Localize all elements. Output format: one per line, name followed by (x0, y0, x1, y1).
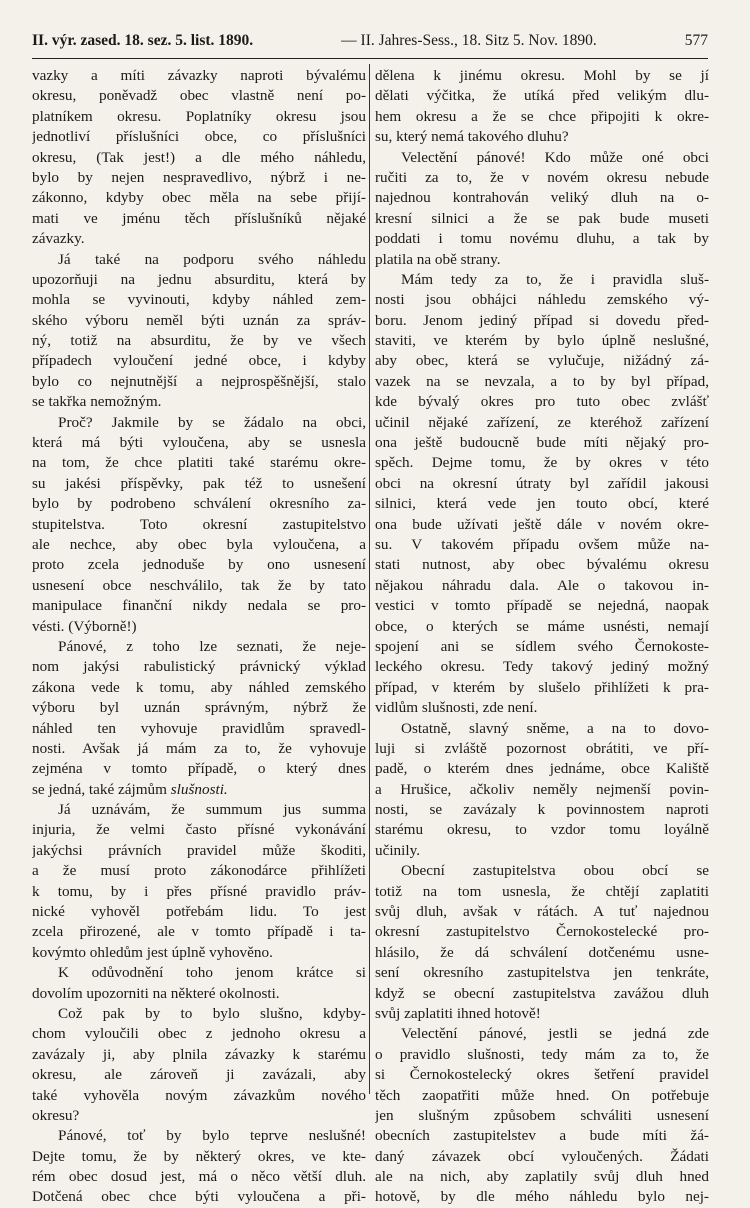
text-line: Obecní zastupitelstva obou obcí se (401, 862, 709, 880)
text-line: Mám tedy za to, že i pravidla sluš- (401, 270, 709, 288)
text-line: když se obecní zastupitelstva zavážou dluh (375, 984, 709, 1002)
text-line: si Černokostelecký okres šetření pravidel (375, 1066, 709, 1084)
text-line: vazky a míti závazky naproti bývalému (32, 67, 366, 84)
text-line: bylo by podrobeno schválení okresního za- (32, 495, 366, 513)
text-line: padě, o kterém dnes jednáme, obce Kaliště (375, 760, 709, 778)
text-line: usnesení obce neschválilo, tak že by tato (32, 576, 366, 594)
text-line: najednou kontrahován veliký dluh na o- (375, 189, 709, 207)
text-line: hem okresu a že se chce připojiti k okre- (375, 107, 709, 125)
text-line: spěch. Dejme tomu, že by okres v této (375, 454, 709, 472)
text-line: mati ve jménu těch příslušníků nějaké (32, 209, 366, 227)
text-line: nosti, se zavázaly k povinnostem naproti (375, 801, 709, 819)
text-line: totiž na tom usnesla, že chtějí zaplatiti (375, 882, 709, 900)
text-line: která má býti vyloučena, aby se usnesla (32, 434, 366, 452)
text-line: su jakési příspěvky, pak též to usnešení (32, 474, 366, 492)
text-line: upozorňuji na jednu absurditu, která by (32, 270, 366, 288)
text-line: svůj dluh, avšak v rátách. A tuť najednou (375, 903, 709, 921)
text-line: ského výboru neměl býti uznán za správ- (32, 311, 366, 329)
text-line: kovýmto ohledům jest úplně vyhověno. (32, 943, 273, 961)
text-line: sení okresního zastupitelstva jen tenkráte, (375, 964, 709, 982)
text-line: svůj zaplatiti ihned hotově! (375, 1004, 541, 1022)
text-line: kresní silnici a že se pak bude museti (375, 209, 709, 227)
text-line: dovolím upozorniti na některé okolnosti. (32, 984, 280, 1002)
text-line: nosti. Avšak já mám za to, že vyhovuje (32, 739, 366, 757)
text-line: obce, o kterých se máme usnésti, nemají (375, 617, 709, 635)
right-text-column (375, 66, 709, 1208)
text-line: vésti. (Výborně!) (32, 617, 137, 635)
header-session-czech: II. výr. zased. 18. sez. 5. list. 1890. (32, 32, 254, 49)
text-line: a že musí proto zákonodárce přihlížeti (32, 862, 366, 880)
text-line: dělena k jinému okresu. Mohl by se jí (375, 67, 709, 84)
text-line: Dotčená obec chce býti vyloučena a při- (32, 1188, 366, 1206)
text-line: se jedná, také zájmům slušnosti. (32, 780, 228, 798)
text-line: nějakou náhradu dala. Ale o takovou in- (375, 576, 709, 594)
text-line: zejména v tomto případě, o který dnes (32, 760, 366, 778)
text-line: ona ještě budoucně bude míti nějaký pro- (375, 434, 709, 452)
text-line: dělati výčitka, že utíká před velikým dlu- (375, 87, 709, 105)
text-line: nom jakýsi rabulistický právnický výklad (32, 658, 366, 676)
text-line: hotově, by dle mého náhledu bylo nej- (375, 1188, 709, 1206)
text-line: jednotliví příslušníci obce, co příslušníci (32, 128, 366, 146)
text-line: případech vyloučení jedné obce, i kdyby (32, 352, 366, 370)
text-line: Já také na podporu svého náhledu (58, 250, 366, 268)
text-line: se takřka nemožným. (32, 393, 162, 411)
header-session-german: — II. Jahres-Sess., 18. Sitz 5. Nov. 1890. (341, 32, 597, 49)
column-divider (369, 64, 370, 1094)
text-line: okresu? (32, 1106, 80, 1124)
text-line: také vyhověla novým závazkům nového (32, 1086, 366, 1104)
text-line: boru. Jenom jediný případ si dovedu před- (375, 311, 709, 329)
text-line: bylo by nejen nespravedlivo, nýbrž i ne- (32, 168, 366, 186)
text-line: manipulace finanční nikdy nedala se pro- (32, 597, 366, 615)
text-line: Já uznávám, že summum jus summa (58, 801, 366, 819)
text-line: ručiti za to, že v novém okresu nebude (375, 168, 709, 186)
text-line: platila na obě strany. (375, 250, 501, 268)
text-line: Dejte tomu, že by některý okres, ve kte- (32, 1147, 366, 1165)
text-line: su. V takovém případu ovšem může na- (375, 535, 709, 553)
text-line: zákonno, kdyby obec měla na sebe přijí- (32, 189, 366, 207)
text-line: luji si zvláště pozornost obrátiti, ve pří- (375, 739, 709, 757)
text-line: K odůvodnění toho jenom krátce si (58, 964, 366, 982)
text-line: stupitelstva. Toto okresní zastupitelstvo (32, 515, 366, 533)
text-line: proto zcela jednoduše by ono usnesení (32, 556, 366, 574)
text-line: na tom, že chce platiti také starému okre- (32, 454, 366, 472)
text-line: případ, v kterém by slušelo přihlížeti k pra- (375, 678, 709, 696)
text-line: obecních zastupitelstev a bude míti žá- (375, 1127, 709, 1145)
text-line: okresu, (Tak jest!) a dle mého náhledu, (32, 148, 366, 166)
text-line: vestici v tomto případě se nejedná, naopak (375, 597, 709, 615)
text-line: aby obec, která se vylučuje, nižádný zá- (375, 352, 709, 370)
text-line: chom vyloučili obec z jednoho okresu a (32, 1025, 366, 1043)
text-line: ona bude užívati ještě dále v novém okre- (375, 515, 709, 533)
text-line: rém obec dosud jest, má o něco větší dluh. (32, 1168, 366, 1186)
text-line: jakýchsi právních pravidel může škoditi, (32, 841, 366, 859)
text-line: učinily. (375, 841, 420, 859)
text-line: okresní zastupitelstvo Černokostelecké pro- (375, 923, 709, 941)
text-line: učinil nějaké zařízení, ze kteréhož zařízení (375, 413, 709, 431)
text-line: daný závazek obcí vyloučených. Žádati (375, 1147, 709, 1165)
text-line: nické vyhověl potřebám lidu. To jest (32, 903, 366, 921)
text-line: Což pak by to bylo slušno, kdyby- (58, 1004, 366, 1022)
text-line: Pánové, z toho lze seznati, že neje- (58, 637, 366, 655)
text-line: Velectění pánové, jestli se jedná zde (401, 1025, 709, 1043)
text-line: vidlům slušnosti, zde není. (375, 699, 538, 717)
text-line: nosti jsou obhájci náhledu zemského vý- (375, 291, 709, 309)
text-line: Ostatně, slavný sněme, a na to dovo- (401, 719, 709, 737)
text-line: hlásilo, že dá schválení dotčenému usne- (375, 943, 709, 961)
text-line: okresu, ale zároveň ji zavázali, aby (32, 1066, 366, 1084)
text-line: silnici, která vede jen touto obcí, které (375, 495, 709, 513)
text-line: ale nechce, aby obec byla vyloučena, a (32, 535, 366, 553)
text-line: závazky. (32, 230, 85, 248)
text-line: kde bývalý okres pro tuto obec zvlášť (375, 393, 709, 411)
text-line: injuria, že velmi často přísné vykonávání (32, 821, 366, 839)
text-line: staviti, ve kterém by bylo úplně neslušné, (375, 332, 709, 350)
text-line: bylo co nejnutnější a nejprospěšnější, stalo (32, 372, 366, 390)
text-line: su, který nemá takového dluhu? (375, 128, 569, 146)
text-line: ný, totiž na absurditu, že by ve všech (32, 332, 366, 350)
text-line: o pravidlo slušnosti, tedy mám za to, že (375, 1045, 709, 1063)
text-line: spojení ani se sídlem svého Černokoste- (375, 637, 709, 655)
running-header (32, 32, 708, 54)
text-line: a Hrušice, ačkoliv neměly nejmenší povin- (375, 780, 709, 798)
text-line: jen slušným způsobem schváliti usnesení (375, 1106, 709, 1124)
text-line: stati nutnost, aby obec bývalému okresu (375, 556, 709, 574)
text-line: poddati i tomu novému dluhu, a tak by (375, 230, 709, 248)
text-line: mohla se vyvinouti, kdyby náhled zem- (32, 291, 366, 309)
text-line: Velectění pánové! Kdo může oné obci (401, 148, 709, 166)
text-line: vazek na se nevzala, a to by byl případ, (375, 372, 709, 390)
text-line: Proč? Jakmile by se žádalo na obci, (58, 413, 366, 431)
text-line: starému okresu, to vzdor tomu loyálně (375, 821, 709, 839)
text-line: zcela přirozené, ale v tomto případě i ta- (32, 923, 366, 941)
header-rule (32, 58, 708, 59)
text-line: těch zaopatřiti může hned. On potřebuje (375, 1086, 709, 1104)
page-number: 577 (684, 32, 708, 49)
text-line: leckého okresu. Tedy takový jediný možný (375, 658, 709, 676)
text-line: platníkem okresu. Poplatníky okresu jsou (32, 107, 366, 125)
text-line: výboru byl uznán správným, nýbrž že (32, 699, 366, 717)
text-line: Pánové, toť by bylo teprve neslušné! (58, 1127, 366, 1145)
text-line: ale na nich, aby zaplatily svůj dluh hned (375, 1168, 709, 1186)
text-line: náhled ten vyhovuje pravidlům spravedl- (32, 719, 366, 737)
text-line: zavázaly ji, aby plnila závazky k starému (32, 1045, 366, 1063)
left-text-column (32, 66, 366, 1208)
text-line: zákona vede k tomu, aby náhled zemského (32, 678, 366, 696)
text-line: okresu, poněvadž obec vlastně není po- (32, 87, 366, 105)
text-line: k tomu, by i přes přísné pravidlo práv- (32, 882, 366, 900)
text-line: obci na okresní útraty byl zařídil jakousi (375, 474, 709, 492)
